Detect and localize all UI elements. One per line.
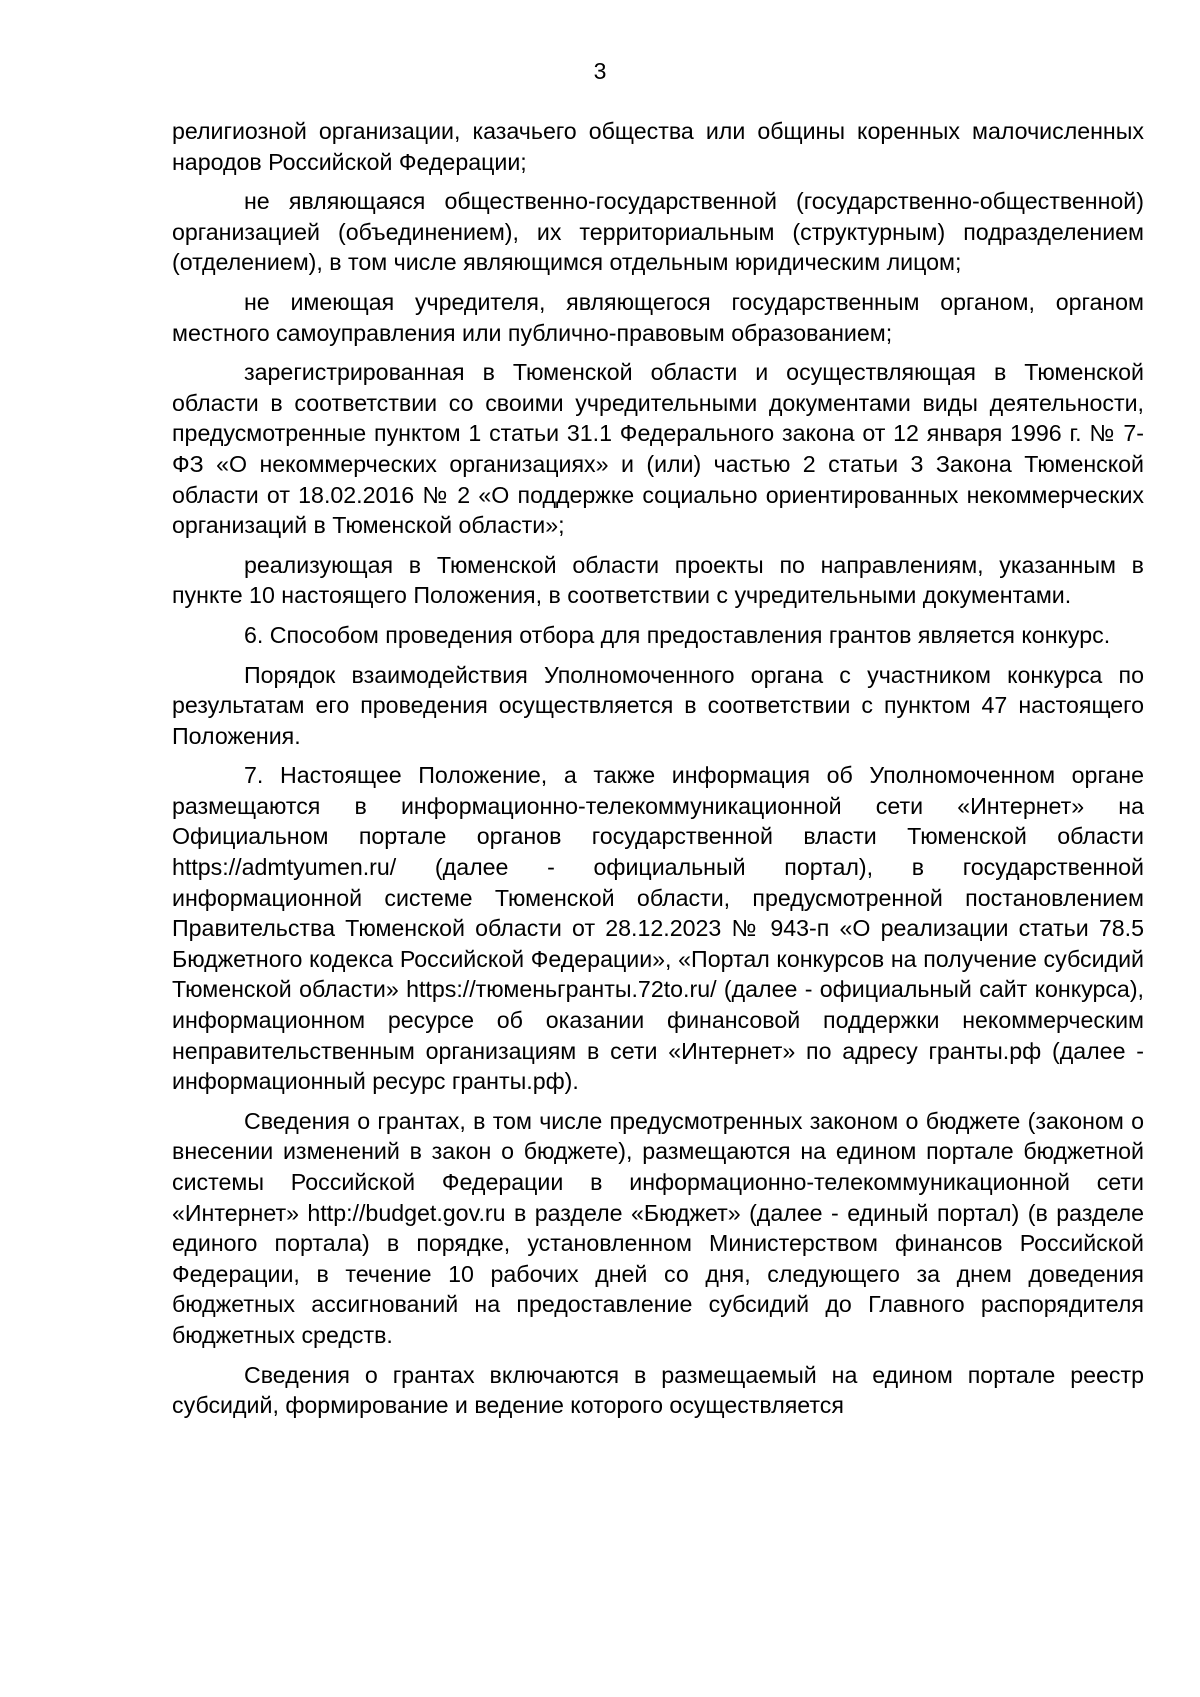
paragraph: Порядок взаимодействия Уполномоченного органа с участником конкурса по результатам его проведения осуществляется в соответствии с пунктом 47 настоящего Положения. bbox=[172, 661, 1144, 749]
document-body bbox=[172, 116, 1144, 1430]
paragraph: религиозной организации, казачьего общества или общины коренных малочисленных народов Российской Федерации; bbox=[172, 118, 1144, 175]
paragraph: не имеющая учредителя, являющегося государственным органом, органом местного самоуправления или публично-правовым образованием; bbox=[172, 288, 1144, 346]
page-number: 3 bbox=[593, 58, 607, 84]
paragraph: Сведения о грантах, в том числе предусмотренных законом о бюджете (законом о внесении изменений в закон о бюджете), размещаются на едином портале бюджетной системы Российской Федерации в информационно-телекоммуникационной сети «Интернет» http://budget.gov.ru в разделе «Бюджет» (далее - единый портал) (в разделе единого портала) в порядке, установленном Министерством финансов Российской Федерации, в течение 10 рабочих дней со дня, следующего за днем доведения бюджетных ассигнований на предоставление субсидий до Главного распорядителя бюджетных средств. bbox=[172, 1107, 1144, 1348]
paragraph: Сведения о грантах включаются в размещаемый на едином портале реестр субсидий, формирование и ведение которого осуществляется bbox=[172, 1361, 1144, 1419]
paragraph: не являющаяся общественно-государственной (государственно-общественной) организацией (объединением), их территориальным (структурным) подразделением (отделением), в том числе являющимся отдельным юридическим лицом; bbox=[172, 188, 1144, 276]
paragraph: 7. Настоящее Положение, а также информация об Уполномоченном органе размещаются в информационно-телекоммуникационной сети «Интернет» на Официальном портале органов государственной власти Тюменской области https://admtyumen.ru/ (далее - официальный портал), в государственной информационной системе Тюменской области, предусмотренной постановлением Правительства Тюменской области от 28.12.2023 № 943-п «О реализации статьи 78.5 Бюджетного кодекса Российской Федерации», «Портал конкурсов на получение субсидий Тюменской области» https://тюменьгранты.72to.ru/ (далее - официальный сайт конкурса), информационном ресурсе об оказании финансовой поддержки некоммерческим неправительственным организациям в сети «Интернет» по адресу гранты.рф (далее - информационный ресурс гранты.рф). bbox=[172, 762, 1144, 1095]
paragraph: 6. Способом проведения отбора для предоставления грантов является конкурс. bbox=[244, 621, 1111, 648]
paragraph: реализующая в Тюменской области проекты по направлениям, указанным в пункте 10 настоящего Положения, в соответствии с учредительными документами. bbox=[172, 551, 1144, 609]
paragraph: зарегистрированная в Тюменской области и осуществляющая в Тюменской области в соответствии со своими учредительными документами виды деятельности, предусмотренные пунктом 1 статьи 31.1 Федерального закона от 12 января 1996 г. № 7-ФЗ «О некоммерческих организациях» и (или) частью 2 статьи 3 Закона Тюменской области от 18.02.2016 № 2 «О поддержке социально ориентированных некоммерческих организаций в Тюменской области»; bbox=[172, 359, 1144, 539]
